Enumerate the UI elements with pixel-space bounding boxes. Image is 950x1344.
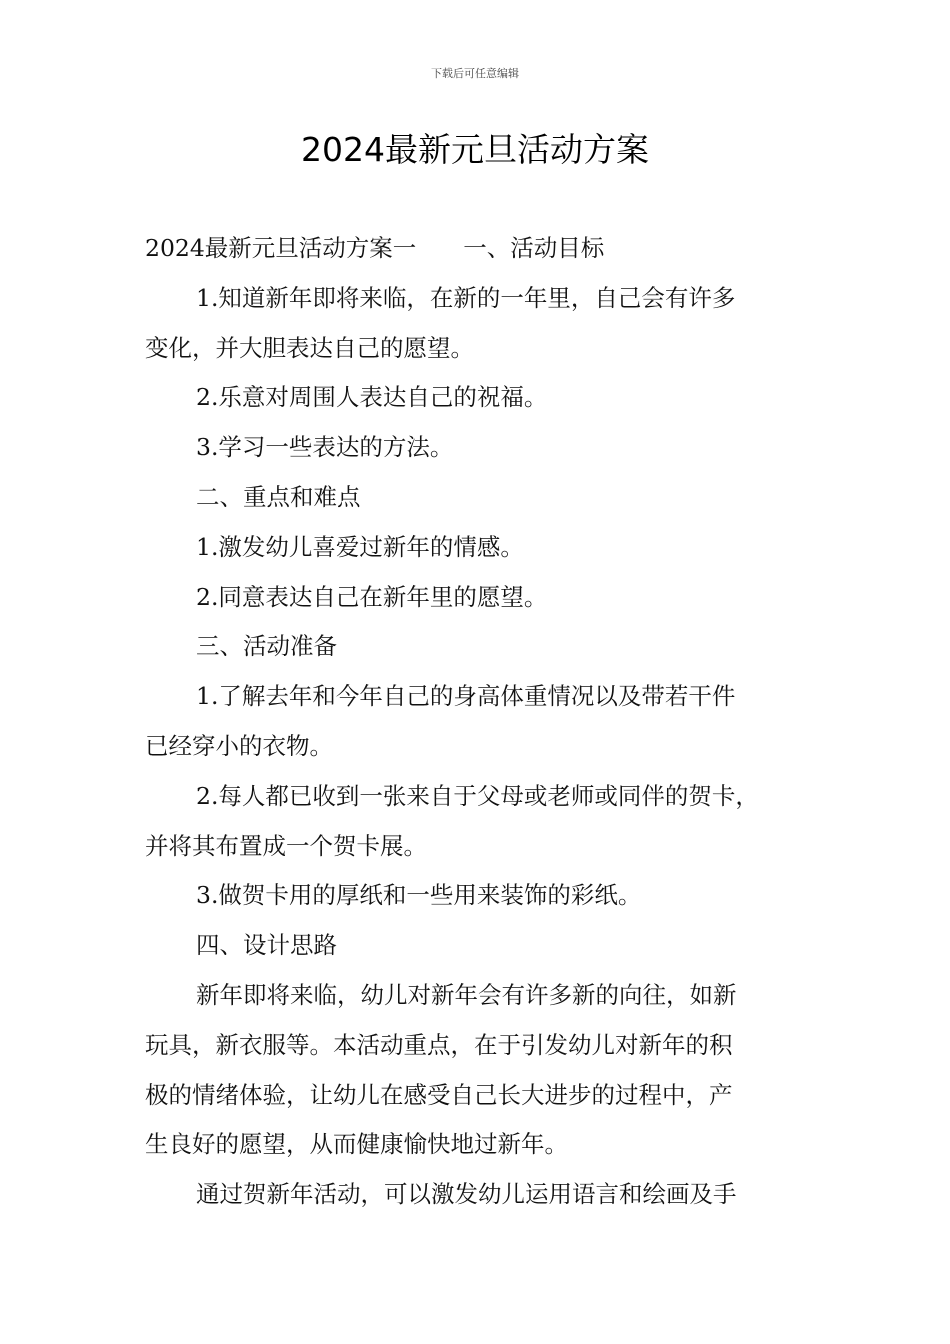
body-line: 三、活动准备 <box>196 632 337 661</box>
body-line: 2.乐意对周围人表达自己的祝福。 <box>196 383 548 412</box>
body-line: 二、重点和难点 <box>196 482 361 511</box>
body-line: 生良好的愿望，从而健康愉快地过新年。 <box>145 1130 568 1159</box>
body-line: 2024最新元旦活动方案一 一、活动目标 <box>145 234 605 262</box>
header-note: 下载后可任意编辑 <box>431 67 519 80</box>
body-line: 已经穿小的衣物。 <box>145 731 333 760</box>
document-title: 2024最新元旦活动方案 <box>301 130 649 169</box>
body-line: 2.每人都已收到一张来自于父母或老师或同伴的贺卡， <box>196 781 759 810</box>
body-line: 变化，并大胆表达自己的愿望。 <box>145 333 474 362</box>
body-line: 四、设计思路 <box>196 931 337 960</box>
body-line: 2.同意表达自己在新年里的愿望。 <box>196 582 548 611</box>
body-line: 1.激发幼儿喜爱过新年的情感。 <box>196 532 524 561</box>
body-line: 新年即将来临，幼儿对新年会有许多新的向往，如新 <box>196 980 737 1009</box>
body-line: 3.学习一些表达的方法。 <box>196 433 454 462</box>
body-line: 1.知道新年即将来临，在新的一年里，自己会有许多 <box>196 283 736 312</box>
body-line: 1.了解去年和今年自己的身高体重情况以及带若干件 <box>196 682 736 711</box>
body-line: 玩具，新衣服等。本活动重点，在于引发幼儿对新年的积 <box>145 1030 733 1059</box>
body-line: 并将其布置成一个贺卡展。 <box>145 831 427 860</box>
body-line: 3.做贺卡用的厚纸和一些用来装饰的彩纸。 <box>196 881 642 910</box>
body-line: 通过贺新年活动，可以激发幼儿运用语言和绘画及手 <box>196 1180 737 1209</box>
body-line: 极的情绪体验，让幼儿在感受自己长大进步的过程中，产 <box>145 1080 733 1109</box>
document-body <box>145 224 810 1220</box>
